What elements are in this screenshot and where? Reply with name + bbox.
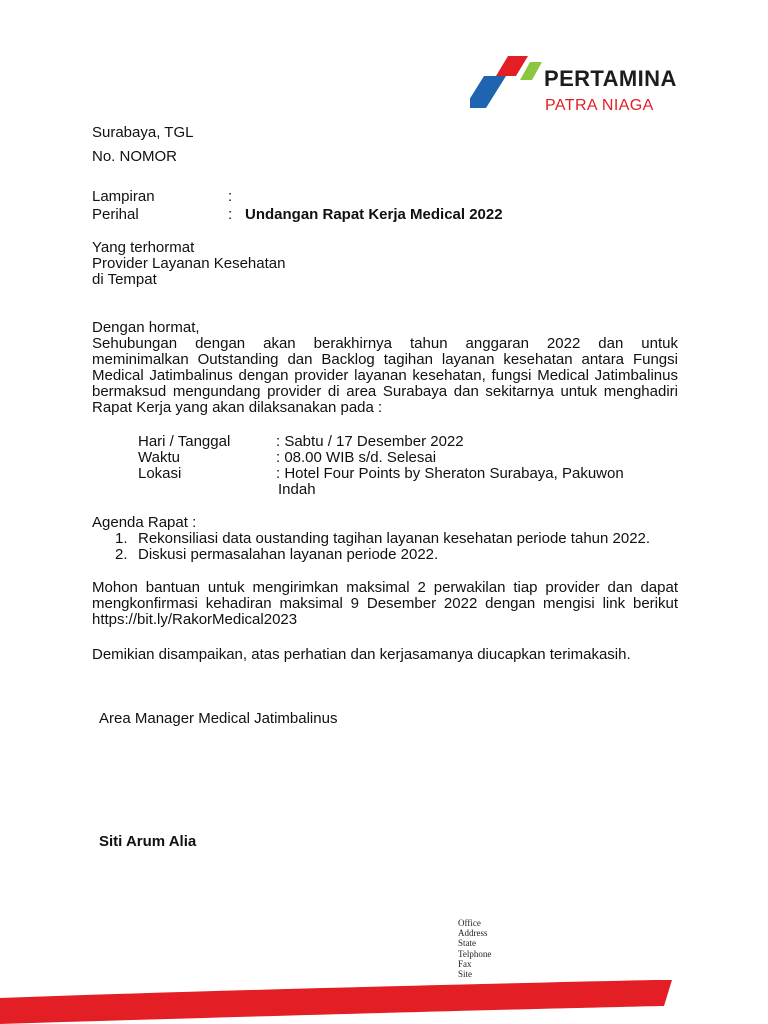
- address-label: Address: [458, 928, 488, 939]
- perihal-colon: :: [228, 206, 233, 223]
- signatory-position: Area Manager Medical Jatimbalinus: [99, 710, 338, 727]
- paragraph-line: meminimalkan Outstanding dan Backlog tagihan layanan kesehatan antara Fungsi: [92, 351, 678, 368]
- pertamina-logo-icon: [470, 50, 542, 120]
- state-label: State: [458, 938, 476, 949]
- closing-text: Demikian disampaikan, atas perhatian dan kerjasamanya diucapkan terimakasih.: [92, 646, 631, 663]
- location-value-continued: Indah: [278, 481, 316, 498]
- office-label: Office: [458, 918, 481, 928]
- paragraph-line: mengkonfirmasi kehadiran maksimal 9 Desember 2022 dengan mengisi link berikut: [92, 595, 678, 612]
- paragraph-line: Sehubungan dengan akan berakhirnya tahun anggaran 2022 dan untuk: [92, 335, 678, 352]
- registration-link[interactable]: https://bit.ly/RakorMedical2023: [92, 611, 298, 628]
- perihal-value: Undangan Rapat Kerja Medical 2022: [245, 206, 503, 223]
- recipient-line-3: di Tempat: [92, 271, 157, 288]
- time-label: Waktu: [138, 449, 180, 466]
- paragraph-line: Mohon bantuan untuk mengirimkan maksimal 2 perwakilan tiap provider dan dapat: [92, 579, 678, 596]
- agenda-title: Agenda Rapat :: [92, 514, 197, 531]
- agenda-item-number: 2.: [115, 546, 128, 563]
- recipient-line-1: Yang terhormat: [92, 239, 195, 256]
- lampiran-colon: :: [228, 188, 233, 205]
- request-paragraph: [92, 580, 678, 628]
- paragraph-line: Rapat Kerja yang akan dilaksanakan pada :: [92, 399, 383, 416]
- agenda-item-text: Diskusi permasalahan layanan periode 2022.: [138, 546, 439, 563]
- time-value: : 08.00 WIB s/d. Selesai: [276, 449, 437, 466]
- fax-label: Fax: [458, 958, 472, 969]
- lampiran-label: Lampiran: [92, 188, 155, 205]
- paragraph-line: bermaksud mengundang provider di area Surabaya dan sekitarnya untuk menghadiri: [92, 383, 678, 400]
- site-label: Site: [458, 969, 473, 980]
- paragraph-line: Medical Jatimbalinus dengan provider layanan kesehatan, fungsi Medical Jatimbalinus: [92, 367, 678, 384]
- city-date: Surabaya, TGL: [92, 124, 194, 141]
- office-info-block: [458, 918, 491, 979]
- agenda-item-number: 1.: [115, 530, 128, 547]
- telephone-label: Telphone: [458, 948, 492, 959]
- logo-subtitle: PATRA NIAGA: [545, 97, 654, 114]
- company-logo: [470, 50, 700, 120]
- agenda-item-text: Rekonsiliasi data oustanding tagihan layanan kesehatan periode tahun 2022.: [138, 530, 651, 547]
- logo-name: PERTAMINA: [544, 66, 677, 91]
- greeting: Dengan hormat,: [92, 319, 200, 336]
- location-value: : Hotel Four Points by Sheraton Surabaya, Pakuwon: [276, 465, 624, 482]
- date-value: : Sabtu / 17 Desember 2022: [276, 433, 464, 450]
- recipient-line-2: Provider Layanan Kesehatan: [92, 255, 286, 272]
- footer-red-band: [0, 978, 768, 1024]
- opening-paragraph: [92, 336, 678, 416]
- location-label: Lokasi: [138, 465, 182, 482]
- signatory-name: Siti Arum Alia: [99, 833, 197, 850]
- letter-number: No. NOMOR: [92, 148, 178, 165]
- perihal-label: Perihal: [92, 206, 139, 223]
- date-label: Hari / Tanggal: [138, 433, 231, 450]
